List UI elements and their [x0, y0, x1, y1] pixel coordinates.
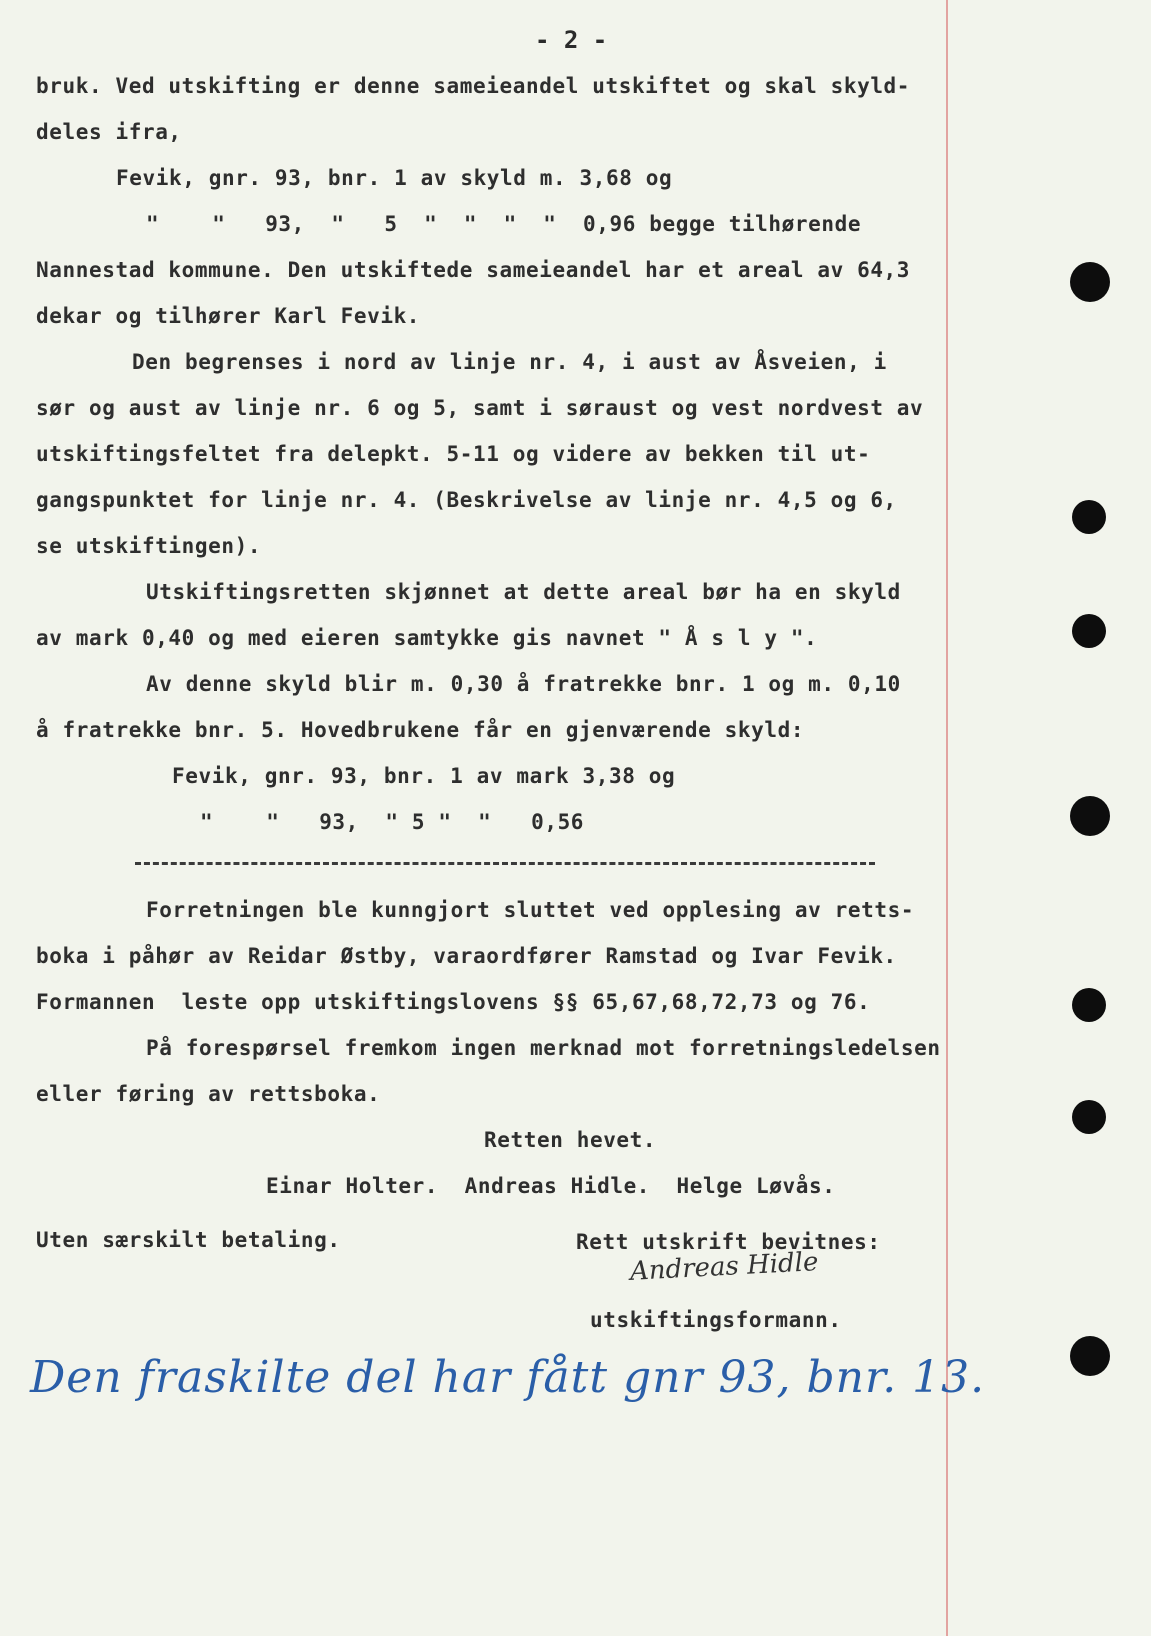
handwritten-signature: Andreas Hidle — [629, 1247, 820, 1287]
text-line: gangspunktet for linje nr. 4. (Beskrivelse av linje nr. 4,5 og 6, — [36, 488, 897, 512]
text-line: eller føring av rettsboka. — [36, 1082, 381, 1106]
punch-hole-icon — [1072, 1100, 1106, 1134]
text-line: se utskiftingen). — [36, 534, 262, 558]
text-line: bruk. Ved utskifting er denne sameieandel utskiftet og skal skyld- — [36, 74, 911, 98]
punch-hole-icon — [1072, 988, 1106, 1022]
handwritten-note: Den fraskilte del har fått gnr 93, bnr. 13. — [30, 1352, 986, 1403]
text-line: av mark 0,40 og med eieren samtykke gis navnet " Å s l y ". — [36, 626, 818, 650]
text-line: utskiftingsformann. — [590, 1308, 842, 1332]
text-line: Uten særskilt betaling. — [36, 1228, 341, 1252]
text-line: utskiftingsfeltet fra delepkt. 5-11 og videre av bekken til ut- — [36, 442, 871, 466]
punch-hole-icon — [1070, 262, 1110, 302]
page-number: - 2 - — [535, 26, 608, 54]
text-line: Fevik, gnr. 93, bnr. 1 av skyld m. 3,68 og — [116, 166, 673, 190]
text-line: Einar Holter. Andreas Hidle. Helge Løvås. — [266, 1174, 836, 1198]
text-line: Forretningen ble kunngjort sluttet ved opplesing av retts- — [146, 898, 915, 922]
text-line: " " 93, " 5 " " " " 0,96 begge tilhørende — [146, 212, 862, 236]
text-line: Den begrenses i nord av linje nr. 4, i aust av Åsveien, i — [132, 350, 887, 374]
punch-hole-icon — [1070, 1336, 1110, 1376]
text-line: å fratrekke bnr. 5. Hovedbrukene får en gjenværende skyld: — [36, 718, 805, 742]
text-line: boka i påhør av Reidar Østby, varaordfører Ramstad og Ivar Fevik. — [36, 944, 897, 968]
text-line: dekar og tilhører Karl Fevik. — [36, 304, 421, 328]
punch-hole-icon — [1070, 796, 1110, 836]
text-line: Nannestad kommune. Den utskiftede sameieandel har et areal av 64,3 — [36, 258, 911, 282]
text-line: deles ifra, — [36, 120, 182, 144]
text-line: På forespørsel fremkom ingen merknad mot forretningsledelsen — [146, 1036, 941, 1060]
punch-hole-icon — [1072, 500, 1106, 534]
text-line: Utskiftingsretten skjønnet at dette areal bør ha en skyld — [146, 580, 901, 604]
text-line: " " 93, " 5 " " 0,56 — [200, 810, 585, 834]
text-line: sør og aust av linje nr. 6 og 5, samt i søraust og vest nordvest av — [36, 396, 924, 420]
text-line: Retten hevet. — [484, 1128, 657, 1152]
text-line: Fevik, gnr. 93, bnr. 1 av mark 3,38 og — [172, 764, 676, 788]
punch-hole-icon — [1072, 614, 1106, 648]
text-line: Rett utskrift bevitnes: — [576, 1230, 881, 1254]
dashed-separator — [135, 862, 875, 865]
text-line: Formannen leste opp utskiftingslovens §§ 65,67,68,72,73 og 76. — [36, 990, 871, 1014]
text-line: Av denne skyld blir m. 0,30 å fratrekke bnr. 1 og m. 0,10 — [146, 672, 901, 696]
